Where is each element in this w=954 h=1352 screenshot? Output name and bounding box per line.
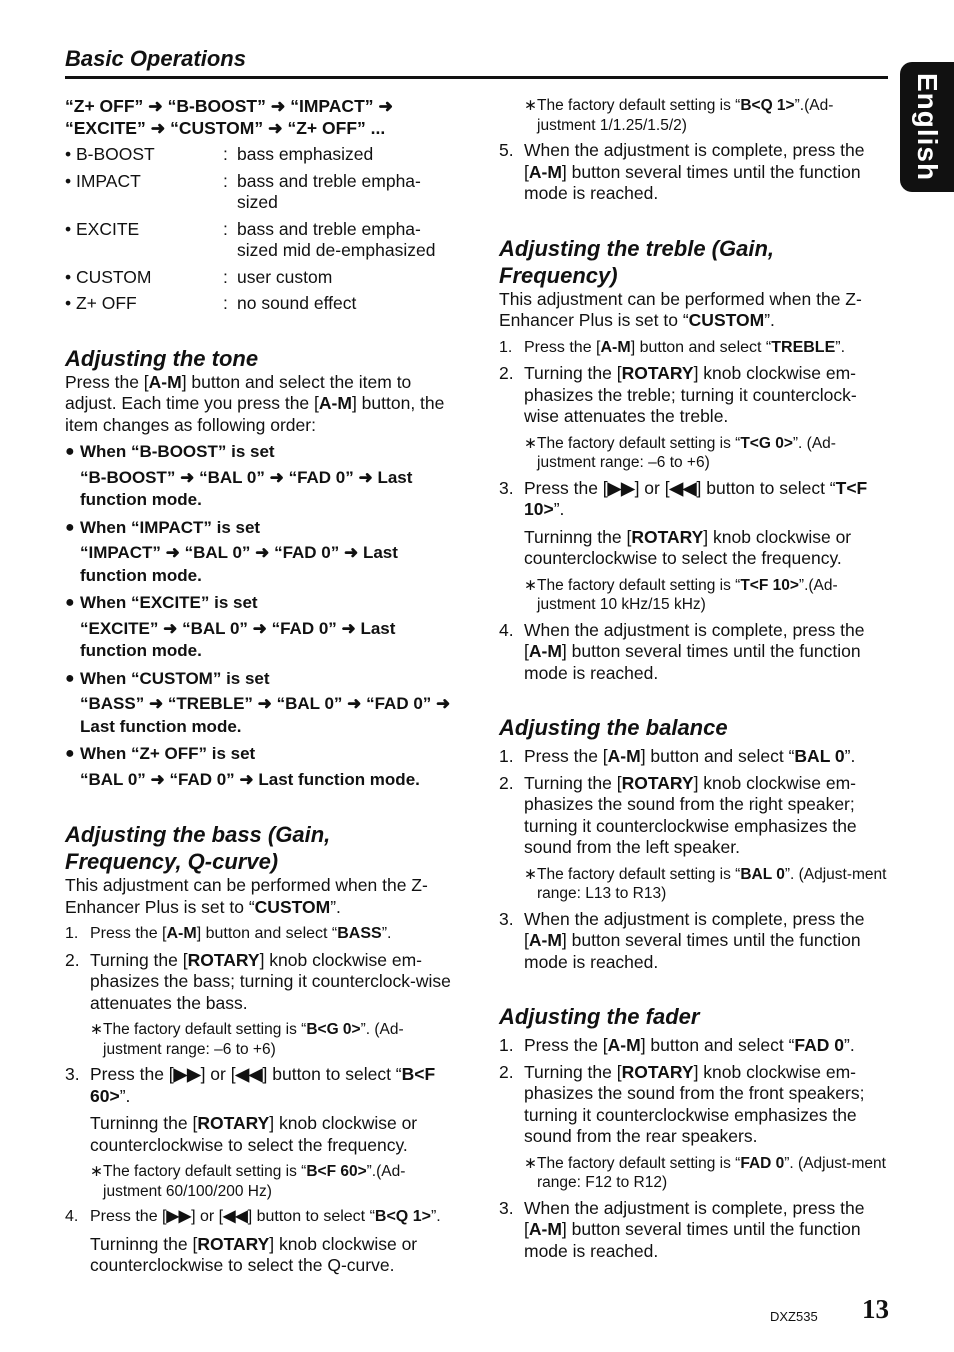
- mode-row: • CUSTOM : user custom: [65, 266, 333, 287]
- bass-paragraph: This adjustment can be performed when the Z-Enhancer Plus is set to “CUSTOM”.: [65, 875, 428, 917]
- page-number: 13: [862, 1294, 889, 1324]
- step-item: 1. Press the [A-M] button and select “TREBLE”.: [499, 338, 846, 356]
- bullet-item: ● When “IMPACT” is set: [65, 517, 261, 537]
- tone-paragraph: Press the [A-M] button and select the item to adjust. Each time you press the [A-M] button, the item changes as following order:: [65, 371, 445, 435]
- note-item: ∗ The factory default setting is “T<G 0>”. (Ad-justment range: –6 to +6): [524, 434, 836, 471]
- step-item: 2. Turning the [ROTARY] knob clockwise em-phasizes the sound from the right speaker; turning it counterclockwise emphasizes the sound from the left speaker.: [499, 772, 857, 857]
- bullet-item: ● When “Z+ OFF” is set: [65, 744, 256, 763]
- tone-heading: Adjusting the tone: [65, 345, 259, 371]
- step-item: 1. Press the [A-M] button and select “BASS”.: [65, 925, 392, 942]
- mode-row: • IMPACT : bass and treble empha-sized: [65, 170, 421, 212]
- step-item: 2. Turning the [ROTARY] knob clockwise em-phasizes the treble; turning it counterclock-wise attenuates the treble.: [499, 363, 857, 426]
- bullet-sequence: “BASS” ➜ “TREBLE” ➜ “BAL 0” ➜ “FAD 0” ➜ Last function mode.: [80, 694, 451, 736]
- model-number: DXZ535: [770, 1309, 818, 1324]
- bullet-item: ● When “B-BOOST” is set: [65, 442, 275, 461]
- step-item: 4. Press the [▶▶] or [◀◀] button to select “B<Q 1>”.: [65, 1208, 441, 1225]
- step-item: 2. Turning the [ROTARY] knob clockwise em-phasizes the bass; turning it counterclock-wise attenuates the bass.: [65, 949, 451, 1013]
- bullet-sequence: “EXCITE” ➜ “BAL 0” ➜ “FAD 0” ➜ Last function mode.: [80, 618, 396, 660]
- bullet-item: ● When “CUSTOM” is set: [65, 668, 270, 688]
- step-item: 3. When the adjustment is complete, press the [A-M] button several times until the function mode is reached.: [499, 1197, 865, 1261]
- left-column: [65, 96, 455, 1277]
- step-item: 1. Press the [A-M] button and select “FAD 0”.: [499, 1035, 855, 1055]
- fader-heading: Adjusting the fader: [499, 1004, 700, 1029]
- note-item: ∗ The factory default setting is “B<F 60>”.(Ad-justment 60/100/200 Hz): [90, 1163, 406, 1200]
- step-item: 3. When the adjustment is complete, press the [A-M] button several times until the function mode is reached.: [499, 908, 865, 972]
- next-icon: ▶▶: [607, 477, 635, 498]
- step-item: 2. Turning the [ROTARY] knob clockwise em-phasizes the sound from the front speakers; turning it counterclockwise emphasizes the sound from the rear speakers.: [499, 1061, 865, 1146]
- bullet-sequence: “BAL 0” ➜ “FAD 0” ➜ Last function mode.: [80, 769, 420, 789]
- bullet-sequence: “B-BOOST” ➜ “BAL 0” ➜ “FAD 0” ➜ Last function mode.: [80, 467, 413, 509]
- step-item: 5. When the adjustment is complete, press the [A-M] button several times until the function mode is reached.: [499, 140, 865, 203]
- note-item: ∗ The factory default setting is “B<Q 1>”.(Ad-justment 1/1.25/1.5/2): [524, 97, 834, 134]
- prev-icon: ◀◀: [669, 477, 697, 498]
- step-paragraph: Turninng the [ROTARY] knob clockwise or counterclockwise to select the frequency.: [90, 1113, 418, 1155]
- balance-heading: Adjusting the balance: [499, 715, 728, 740]
- bullet-item: ● When “EXCITE” is set: [65, 593, 258, 612]
- note-item: ∗ The factory default setting is “FAD 0”. (Adjust-ment range: F12 to R12): [524, 1154, 886, 1191]
- prev-icon: ◀◀: [235, 1064, 263, 1084]
- prev-icon: ◀◀: [223, 1208, 248, 1225]
- treble-paragraph: This adjustment can be performed when the Z-Enhancer Plus is set to “CUSTOM”.: [499, 288, 862, 330]
- header-rule: [65, 76, 888, 79]
- note-item: ∗ The factory default setting is “B<G 0>”. (Ad-justment range: –6 to +6): [90, 1021, 404, 1058]
- step-item: 3. Press the [▶▶] or [◀◀] button to select “T<F 10>”.: [499, 477, 868, 519]
- mode-row: • Z+ OFF : no sound effect: [65, 293, 357, 313]
- language-tab-label: English: [912, 72, 943, 182]
- step-paragraph: Turninng the [ROTARY] knob clockwise or counterclockwise to select the Q-curve.: [90, 1233, 418, 1275]
- note-item: ∗ The factory default setting is “BAL 0”. (Adjust-ment range: L13 to R13): [524, 865, 887, 902]
- mode-row: • EXCITE : bass and treble empha-sized mid de-emphasized: [65, 218, 436, 260]
- step-paragraph: Turninng the [ROTARY] knob clockwise or counterclockwise to select the frequency.: [524, 526, 852, 568]
- language-tab: [900, 62, 954, 192]
- step-item: 1. Press the [A-M] button and select “BAL 0”.: [499, 746, 856, 766]
- note-item: ∗ The factory default setting is “T<F 10>”.(Ad-justment 10 kHz/15 kHz): [524, 576, 838, 613]
- right-column: [499, 96, 889, 1262]
- step-item: 4. When the adjustment is complete, press the [A-M] button several times until the function mode is reached.: [499, 619, 865, 683]
- next-icon: ▶▶: [166, 1208, 192, 1225]
- next-icon: ▶▶: [173, 1064, 201, 1084]
- section-header: Basic Operations: [65, 46, 246, 71]
- intro-sequence: “Z+ OFF” ➜ “B-BOOST” ➜ “IMPACT” ➜ “EXCITE” ➜ “CUSTOM” ➜ “Z+ OFF” ...: [65, 96, 394, 138]
- mode-row: • B-BOOST : bass emphasized: [65, 144, 374, 164]
- bass-heading: Adjusting the bass (Gain, Frequency, Q-curve): [65, 822, 331, 874]
- bullet-sequence: “IMPACT” ➜ “BAL 0” ➜ “FAD 0” ➜ Last function mode.: [80, 543, 398, 585]
- step-item: 3. Press the [▶▶] or [◀◀] button to select “B<F 60>”.: [65, 1064, 436, 1106]
- treble-heading: Adjusting the treble (Gain, Frequency): [499, 235, 775, 288]
